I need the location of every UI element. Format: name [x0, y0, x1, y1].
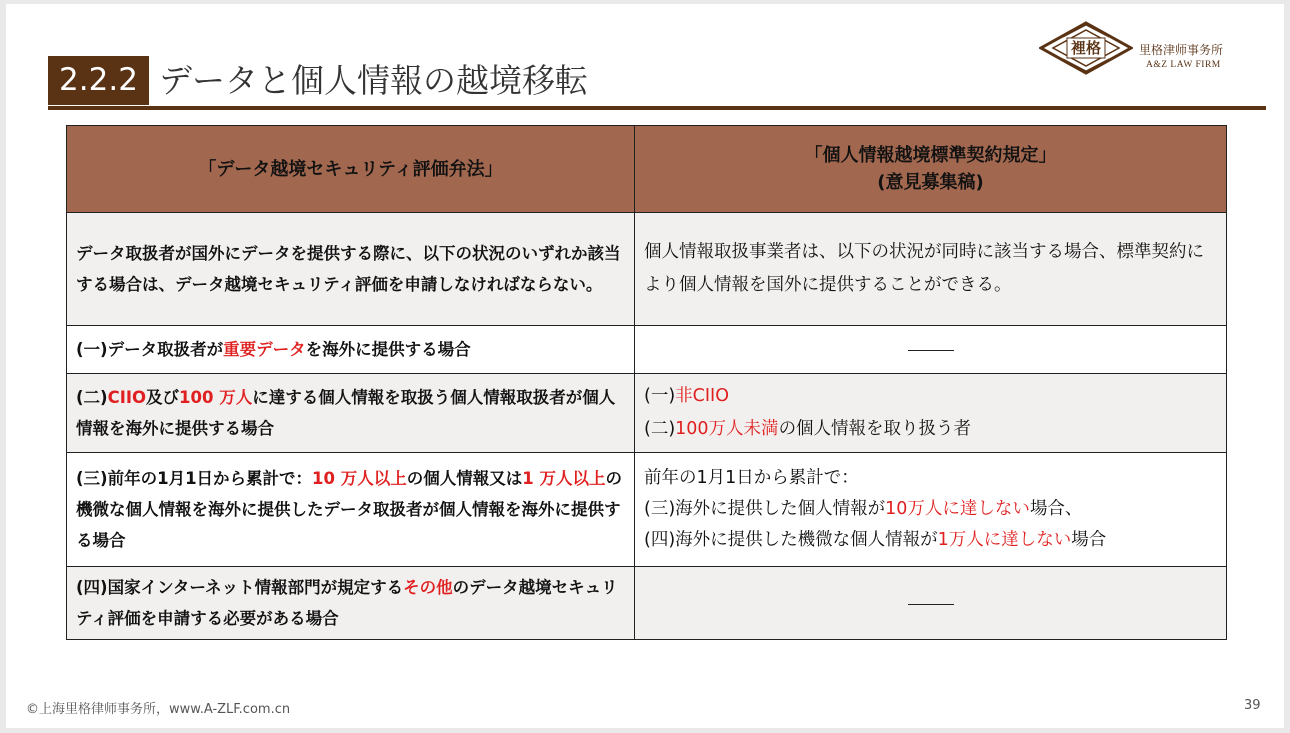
cell-text: (二)	[76, 388, 108, 407]
table-row	[67, 326, 1227, 374]
cell-text: 前年の1月1日から累計で：	[644, 468, 859, 488]
cell-text: 及び	[146, 388, 180, 407]
table-row	[67, 453, 1227, 567]
highlight-text: 100万人未満	[675, 419, 779, 439]
cell-line	[644, 494, 1217, 525]
highlight-text: 非CIIO	[675, 386, 729, 406]
cell-text: (三)前年の1月1日から累計で：	[76, 469, 313, 488]
row-2-right	[635, 326, 1227, 374]
highlight-text: 1万人に達しない	[937, 530, 1072, 550]
cell-text: 場合、	[1029, 499, 1083, 519]
header-right	[635, 126, 1227, 213]
row-1-left	[67, 213, 635, 326]
header-left	[67, 126, 635, 213]
firm-logo	[1039, 21, 1269, 75]
cell-text: (三)海外に提供した個人情報が	[644, 499, 886, 519]
logo-mark-text: 裡格	[1070, 39, 1102, 57]
row-4-right	[635, 453, 1227, 567]
slide	[6, 4, 1284, 728]
logo-name-en: A&Z LAW FIRM	[1146, 60, 1221, 70]
title-text: データと個人情報の越境移転	[159, 61, 588, 100]
page-number: 39	[1244, 698, 1261, 713]
highlight-text: その他	[403, 578, 453, 597]
row-2-left	[67, 326, 635, 374]
cell-text: を海外に提供する場合	[305, 340, 471, 359]
cell-line	[644, 413, 1217, 446]
cell-text: (一)	[644, 386, 676, 406]
highlight-text: 1 万人以上	[522, 469, 606, 488]
cell-text: (一)データ取扱者が	[76, 340, 224, 359]
highlight-text: 重要データ	[223, 340, 306, 359]
highlight-text: 10 万人以上	[312, 469, 407, 488]
cell-text: (二)	[644, 419, 676, 439]
highlight-text: 100 万人	[179, 388, 253, 407]
logo-name-cn: 里格津师事务所	[1139, 43, 1224, 57]
cell-text: (四)国家インターネット情報部門が規定する	[76, 578, 404, 597]
highlight-text: CIIO	[107, 388, 147, 407]
footer-copyright: ©上海里格律师事务所，www.A-ZLF.com.cn	[26, 702, 291, 717]
cell-line	[644, 525, 1217, 556]
table-row	[67, 567, 1227, 640]
row-3-right	[635, 374, 1227, 453]
logo-mark-icon	[1039, 21, 1133, 75]
cell-text: の個人情報を取り扱う者	[778, 419, 972, 439]
cell-text: に達する個人情報を取扱う個人情報取扱者が個人情報を海外に提供する場合	[76, 388, 616, 438]
cell-line	[644, 380, 1217, 413]
cell-text: (四)海外に提供した機微な個人情報が	[644, 530, 938, 550]
highlight-text: 10万人に達しない	[885, 499, 1030, 519]
table-header-row	[67, 126, 1227, 213]
header-right-title: 「個人情報越境標準契約規定」	[804, 145, 1057, 166]
cell-text: の機微な個人情報を海外に提供したデータ取扱者が個人情報を海外に提供する場合	[76, 469, 622, 550]
table-row	[67, 374, 1227, 453]
section-number: 2.2.2	[48, 56, 149, 105]
comparison-table	[66, 125, 1227, 640]
header-right-subtitle: (意見募集稿)	[877, 172, 984, 193]
row-1-right	[635, 213, 1227, 326]
table-row	[67, 213, 1227, 326]
row-4-left	[67, 453, 635, 567]
title-divider	[48, 106, 1266, 110]
row-5-right	[635, 567, 1227, 640]
header-left-label: 「データ越境セキュリティ評価弁法」	[198, 158, 503, 180]
row-3-left	[67, 374, 635, 453]
cell-text: 場合	[1071, 530, 1107, 550]
cell-text: 個人情報取扱事業者は、以下の状況が同時に該当する場合、標準契約により個人情報を国外に提供することができる。	[644, 242, 1204, 295]
not-applicable-dash	[908, 350, 954, 351]
not-applicable-dash	[908, 604, 954, 605]
cell-line	[644, 463, 1217, 494]
cell-text: の個人情報又は	[406, 469, 523, 488]
row-5-left	[67, 567, 635, 640]
cell-text: のデータ越境セキュリティ評価を申請する必要がある場合	[76, 578, 618, 628]
cell-text: データ取扱者が国外にデータを提供する際に、以下の状況のいずれか該当する場合は、データ越境セキュリティ評価を申請しなければならない。	[76, 244, 621, 294]
